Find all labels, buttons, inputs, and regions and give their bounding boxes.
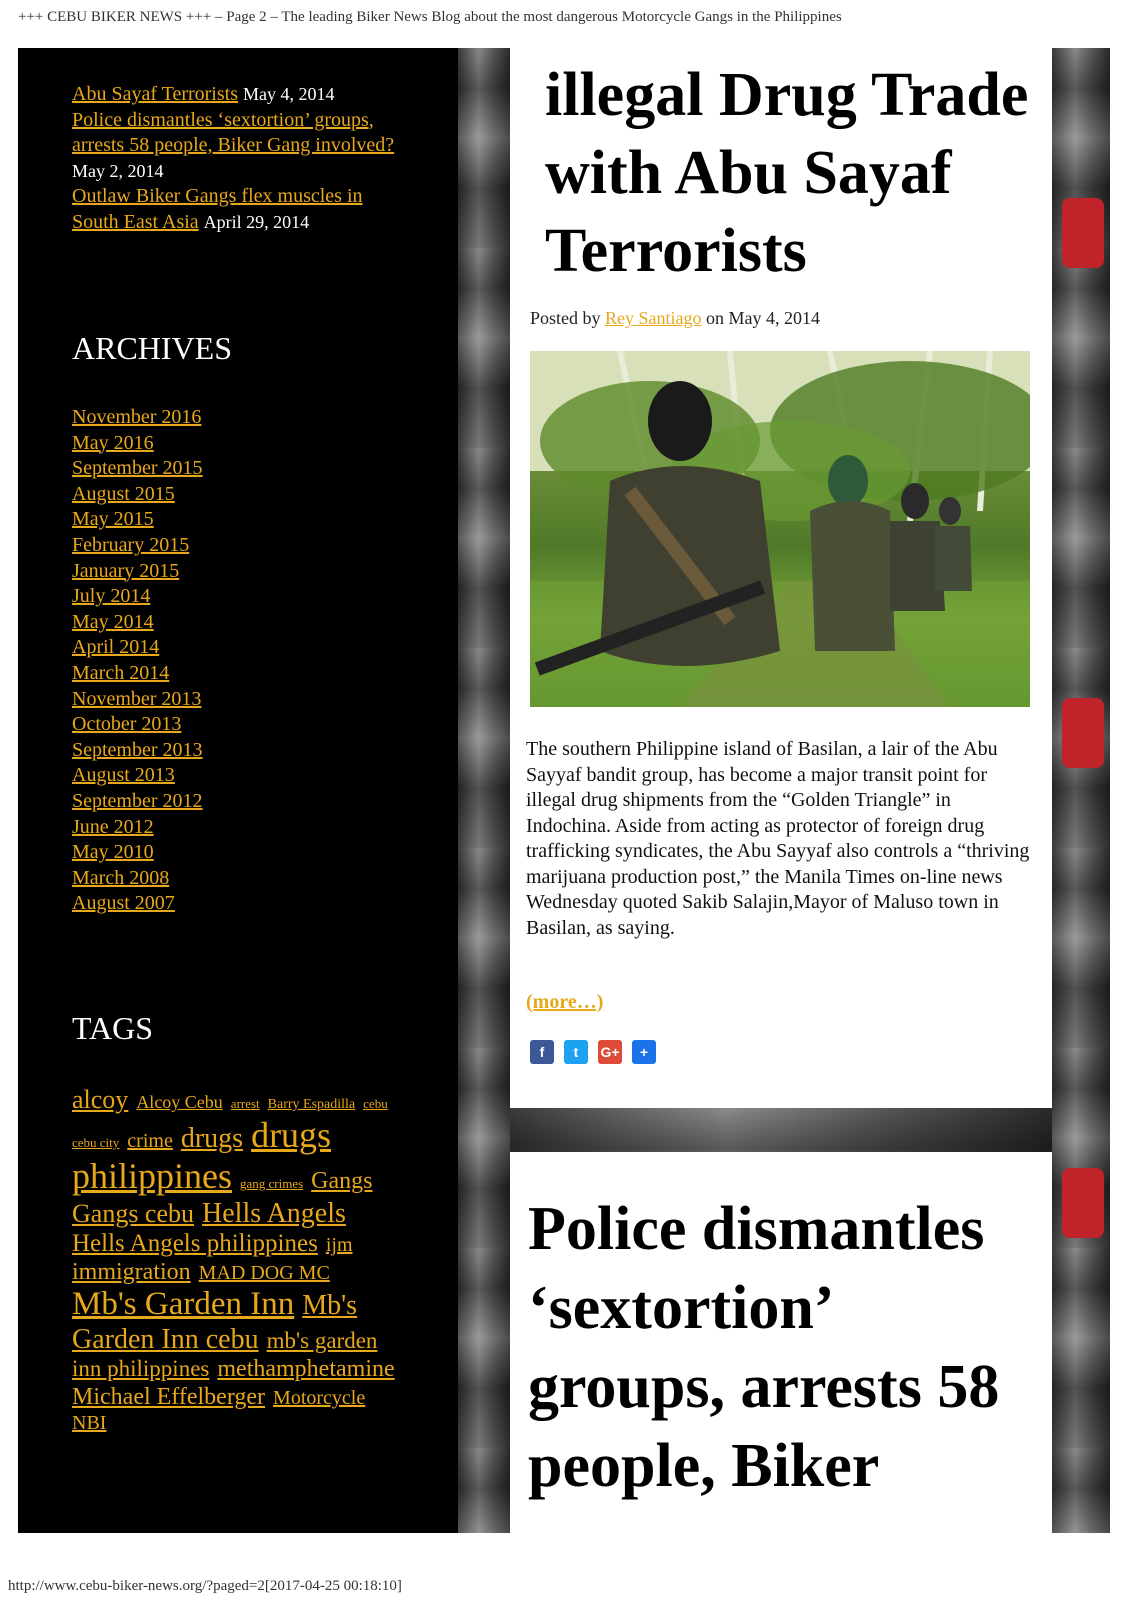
tags-heading: TAGS (72, 1010, 153, 1046)
tag-link[interactable]: drugs (180, 1122, 244, 1154)
archive-link[interactable]: October 2013 (72, 713, 182, 736)
recent-post-link[interactable]: Police dismantles ‘sextortion’ groups, arrests 58 people, Biker Gang involved? (72, 108, 395, 156)
recent-post-item (72, 184, 402, 235)
tag-link[interactable]: Mb's Garden Inn (72, 1286, 295, 1323)
tag-link[interactable]: gang crimes (240, 1176, 304, 1192)
tag-link[interactable]: ijm (325, 1233, 353, 1256)
tag-link[interactable]: arrest (230, 1096, 260, 1111)
archive-item (72, 507, 203, 533)
print-footer-url: http://www.cebu-biker-news.org/?paged=2[2017-04-25 00:18:10] (8, 1578, 402, 1594)
byline-mid: on (706, 308, 725, 328)
tag-link[interactable]: Motorcycle (273, 1386, 366, 1409)
byline-prefix: Posted by (530, 308, 601, 328)
google-plus-icon[interactable]: G+ (598, 1040, 622, 1064)
recent-post-date: May 2, 2014 (72, 160, 164, 181)
archive-item (72, 431, 203, 457)
archive-item (72, 763, 203, 789)
biker-vest-graphic (1062, 698, 1104, 768)
tag-link[interactable]: Michael Effelberger (72, 1383, 266, 1410)
archive-item (72, 482, 203, 508)
archive-link[interactable]: March 2008 (72, 866, 170, 889)
archive-item (72, 866, 203, 892)
archive-link[interactable]: August 2015 (72, 482, 175, 505)
post-excerpt: The southern Philippine island of Basilan, a lair of the Abu Sayyaf bandit group, has become a major transit point for illegal drug shipments from the “Golden Triangle” in Indochina. Aside from acting as protector of foreign drug trafficking syndicates, the Abu Sayyaf also controls a “thriving marijuana production post,” the Manila Times on-line news Wednesday quoted Sakib Salajin,Mayor of Maluso town in Basilan, as saying. (526, 738, 1030, 939)
archive-link[interactable]: March 2014 (72, 661, 170, 684)
post-title[interactable]: Police dismantles ‘sextortion’ groups, arrests 58 people, Biker (528, 1195, 1000, 1500)
archive-item (72, 661, 203, 687)
tag-link[interactable]: Gangs cebu (72, 1198, 195, 1228)
archive-link[interactable]: January 2015 (72, 559, 180, 582)
recent-post-item (72, 82, 402, 108)
tag-link[interactable]: cebu (363, 1096, 388, 1111)
archive-link[interactable]: May 2015 (72, 508, 154, 531)
archive-link[interactable]: April 2014 (72, 636, 160, 659)
archives-list (72, 405, 203, 917)
archive-item (72, 584, 203, 610)
archive-item (72, 738, 203, 764)
post-date: May 4, 2014 (728, 308, 821, 328)
archive-item (72, 712, 203, 738)
recent-post-item (72, 108, 402, 185)
recent-posts (72, 82, 402, 235)
archive-item (72, 533, 203, 559)
archive-item (72, 815, 203, 841)
tag-cloud (72, 1085, 402, 1435)
tag-link[interactable]: immigration (72, 1258, 191, 1285)
recent-post-link[interactable]: Outlaw Biker Gangs flex muscles in South East Asia (72, 185, 363, 233)
tag-link[interactable]: Hells Angels philippines (72, 1229, 318, 1257)
post-title[interactable]: illegal Drug Trade with Abu Sayaf Terrorists (545, 61, 1029, 285)
tag-link[interactable]: Barry Espadilla (267, 1097, 356, 1112)
biker-vest-graphic (1062, 198, 1104, 268)
tag-link[interactable]: Mb's Garden Inn cebu (72, 1290, 358, 1356)
facebook-icon[interactable]: f (530, 1040, 554, 1064)
tag-link[interactable]: drugs philippines (72, 1114, 332, 1197)
sidebar (18, 48, 458, 1533)
archive-item (72, 891, 203, 917)
tag-link[interactable]: MAD DOG MC (198, 1261, 330, 1284)
archive-item (72, 456, 203, 482)
recent-post-date: May 4, 2014 (242, 84, 335, 104)
tag-link[interactable]: Alcoy Cebu (136, 1092, 223, 1112)
archive-link[interactable]: May 2016 (72, 431, 154, 454)
tag-link[interactable]: methamphetamine (217, 1356, 395, 1383)
tag-link[interactable]: cebu city (72, 1134, 120, 1150)
archive-link[interactable]: May 2010 (72, 841, 154, 864)
biker-vest-graphic (1062, 1168, 1104, 1238)
archives-heading: ARCHIVES (72, 330, 233, 366)
tag-link[interactable]: crime (127, 1129, 173, 1152)
archive-item (72, 405, 203, 431)
archive-item (72, 840, 203, 866)
post-article (510, 1152, 1052, 1533)
tag-link[interactable]: alcoy (72, 1085, 129, 1114)
archive-link[interactable]: July 2014 (72, 585, 151, 608)
archive-link[interactable]: June 2012 (72, 815, 154, 838)
recent-post-date: April 29, 2014 (203, 211, 310, 232)
archive-item (72, 687, 203, 713)
archive-link[interactable]: September 2012 (72, 789, 203, 812)
archive-item (72, 635, 203, 661)
archive-item (72, 559, 203, 585)
armed-men-jungle-photo (530, 351, 1030, 707)
post-article (510, 48, 1052, 1108)
recent-post-link[interactable]: Abu Sayaf Terrorists (72, 83, 238, 105)
archive-link[interactable]: August 2007 (72, 892, 175, 915)
archive-link[interactable]: November 2016 (72, 406, 202, 428)
archive-item (72, 610, 203, 636)
archive-link[interactable]: February 2015 (72, 533, 190, 556)
tag-link[interactable]: mb's garden inn philippines (72, 1328, 378, 1382)
archive-link[interactable]: November 2013 (72, 687, 202, 710)
post-featured-image[interactable] (530, 351, 1030, 707)
archive-link[interactable]: September 2013 (72, 738, 203, 761)
motorcycle-photo-strip-left (458, 48, 510, 1533)
post-byline (530, 308, 820, 329)
archive-link[interactable]: September 2015 (72, 457, 203, 480)
tag-link[interactable]: Gangs (311, 1168, 373, 1195)
archive-link[interactable]: May 2014 (72, 610, 154, 633)
archive-link[interactable]: August 2013 (72, 764, 175, 787)
print-header: +++ CEBU BIKER NEWS +++ – Page 2 – The leading Biker News Blog about the most dangerous Motorcycle Gangs in the Philippines (18, 9, 842, 25)
addthis-plus-icon[interactable]: + (632, 1040, 656, 1064)
share-buttons (530, 1040, 656, 1064)
read-more-link[interactable]: (more…) (526, 991, 604, 1013)
tag-link[interactable]: Hells Angels (202, 1197, 346, 1229)
twitter-icon[interactable]: t (564, 1040, 588, 1064)
archive-item (72, 789, 203, 815)
author-link[interactable]: Rey Santiago (605, 308, 702, 328)
motorcycle-photo-strip-right (1052, 48, 1110, 1533)
motorcycle-photo-strip-middle (510, 1108, 1052, 1152)
tag-link[interactable]: NBI (72, 1411, 107, 1434)
